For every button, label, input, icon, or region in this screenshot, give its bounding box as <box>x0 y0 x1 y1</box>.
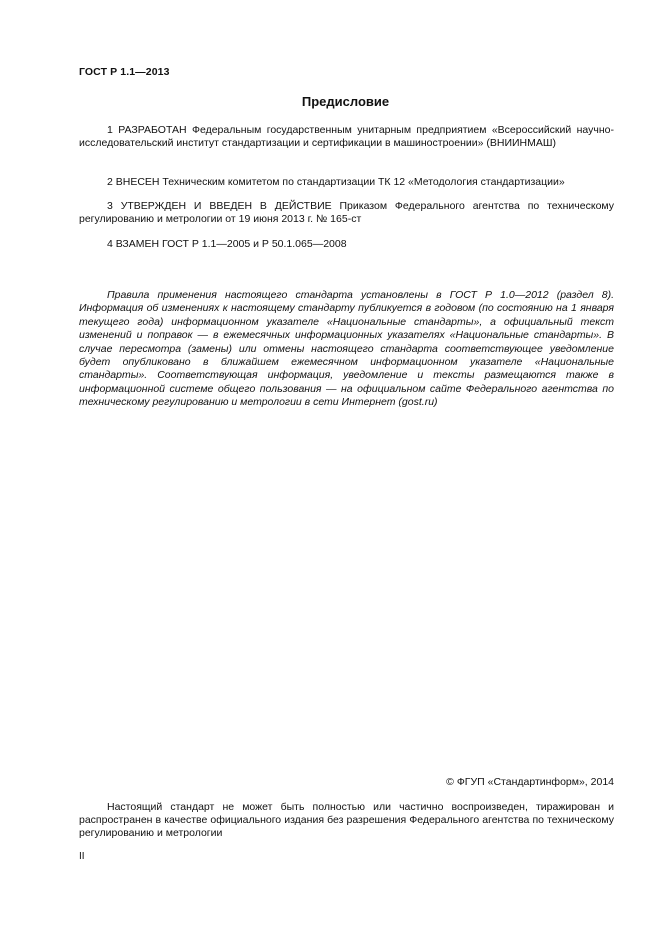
foreword-item-approved: 3 УТВЕРЖДЕН И ВВЕДЕН В ДЕЙСТВИЕ Приказом Федерального агентства по техническому регулированию и метрологии от 19 июня 2013 г. № 165-ст <box>79 200 614 226</box>
copyright-notice: © ФГУП «Стандартинформ», 2014 <box>446 776 614 788</box>
foreword-item-developed: 1 РАЗРАБОТАН Федеральным государственным унитарным предприятием «Всероссийский научно-исследовательский институт стандартизации и сертификации в машиностроении» (ВНИИНМАШ) <box>79 124 614 150</box>
application-rules-notice: Правила применения настоящего стандарта установлены в ГОСТ Р 1.0—2012 (раздел 8). Информация об изменениях к настоящему стандарту публикуется в годовом (по состоянию на 1 января текущего года) информационном указателе «Национальные стандарты», а официальный текст изменений и поправок — в ежемесячных информационных указателях «Национальные стандарты». В случае пересмотра (замены) или отмены настоящего стандарта соответствующее уведомление будет опубликовано в ближайшем ежемесячном информационном указателе «Национальные стандарты». Соответствующая информация, уведомление и тексты размещаются также в информационной системе общего пользования — на официальном сайте Федерального агентства по техническому регулированию и метрологии в сети Интернет (gost.ru) <box>79 289 614 409</box>
reproduction-notice: Настоящий стандарт не может быть полностью или частично воспроизведен, тиражирован и распространен в качестве официального издания без разрешения Федерального агентства по техническому регулированию и метрологии <box>79 801 614 840</box>
page-title: Предисловие <box>301 94 390 109</box>
foreword-item-replaces: 4 ВЗАМЕН ГОСТ Р 1.1—2005 и Р 50.1.065—2008 <box>107 238 347 250</box>
foreword-item-introduced: 2 ВНЕСЕН Техническим комитетом по стандартизации ТК 12 «Методология стандартизации» <box>107 176 565 188</box>
standard-code: ГОСТ Р 1.1—2013 <box>79 66 170 78</box>
page-number: II <box>79 851 85 862</box>
